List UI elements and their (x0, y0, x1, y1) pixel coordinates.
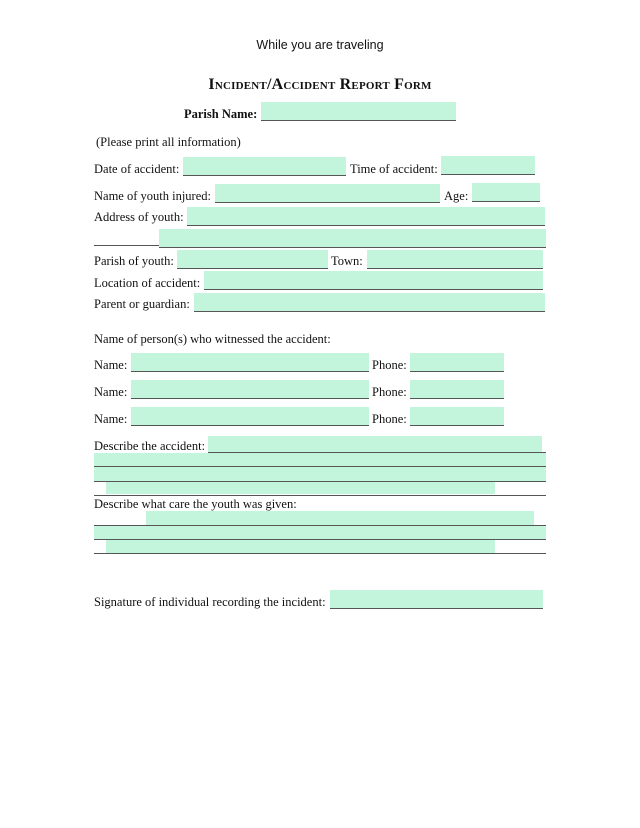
witness-2-name-label: Name: (94, 385, 128, 399)
youth-name-label: Name of youth injured: (94, 189, 211, 203)
parish-of-youth-label: Parish of youth: (94, 254, 174, 268)
witness-1-phone-label: Phone: (372, 358, 407, 372)
care-given-field-line3[interactable] (106, 539, 495, 553)
describe-accident-rule-2 (94, 466, 546, 467)
witness-3-name-label: Name: (94, 412, 128, 426)
witness-2-name-field[interactable] (131, 380, 369, 399)
describe-accident-rule-4 (94, 495, 546, 496)
describe-accident-field-line2[interactable] (94, 453, 546, 466)
describe-accident-field-line3[interactable] (94, 466, 546, 481)
parish-name-label: Parish Name: (184, 107, 258, 121)
witness-3-phone-field[interactable] (410, 407, 504, 426)
parish-of-youth-field[interactable] (177, 250, 328, 269)
age-field[interactable] (472, 183, 540, 202)
witness-heading: Name of person(s) who witnessed the accident: (94, 332, 331, 346)
care-given-label: Describe what care the youth was given: (94, 497, 297, 511)
describe-accident-rule-1 (208, 452, 546, 453)
location-field[interactable] (204, 271, 543, 290)
address-field-line2[interactable] (159, 229, 546, 248)
time-field[interactable] (441, 156, 535, 175)
signature-field[interactable] (330, 590, 543, 609)
witness-1-phone-field[interactable] (410, 353, 504, 372)
describe-accident-field-line4[interactable] (106, 481, 495, 494)
town-field[interactable] (367, 250, 543, 269)
form-title: Incident/Accident Report Form (208, 76, 432, 93)
witness-3-phone-label: Phone: (372, 412, 407, 426)
describe-accident-label: Describe the accident: (94, 439, 206, 453)
date-label: Date of accident: (94, 162, 180, 176)
care-given-field-line2[interactable] (94, 525, 546, 539)
age-label: Age: (444, 189, 469, 203)
guardian-label: Parent or guardian: (94, 297, 190, 311)
page-header: While you are traveling (256, 38, 384, 52)
address-label: Address of youth: (94, 210, 184, 224)
describe-accident-field-line1[interactable] (208, 436, 542, 453)
care-given-rule-2 (94, 539, 546, 540)
date-field[interactable] (183, 157, 346, 176)
parish-name-field[interactable] (261, 102, 456, 121)
guardian-field[interactable] (194, 293, 545, 312)
witness-1-name-label: Name: (94, 358, 128, 372)
care-given-rule-1 (94, 525, 546, 526)
witness-2-phone-label: Phone: (372, 385, 407, 399)
witness-2-phone-field[interactable] (410, 380, 504, 399)
witness-1-name-field[interactable] (131, 353, 369, 372)
youth-name-field[interactable] (215, 184, 440, 203)
care-given-field-line1[interactable] (146, 511, 534, 525)
signature-label: Signature of individual recording the incident: (94, 595, 326, 609)
care-given-rule-3 (94, 553, 546, 554)
describe-accident-rule-3 (94, 481, 546, 482)
time-label: Time of accident: (350, 162, 438, 176)
address-field-line1[interactable] (187, 207, 545, 226)
witness-3-name-field[interactable] (131, 407, 369, 426)
town-label: Town: (331, 254, 363, 268)
location-label: Location of accident: (94, 276, 201, 290)
print-note: (Please print all information) (96, 135, 241, 149)
